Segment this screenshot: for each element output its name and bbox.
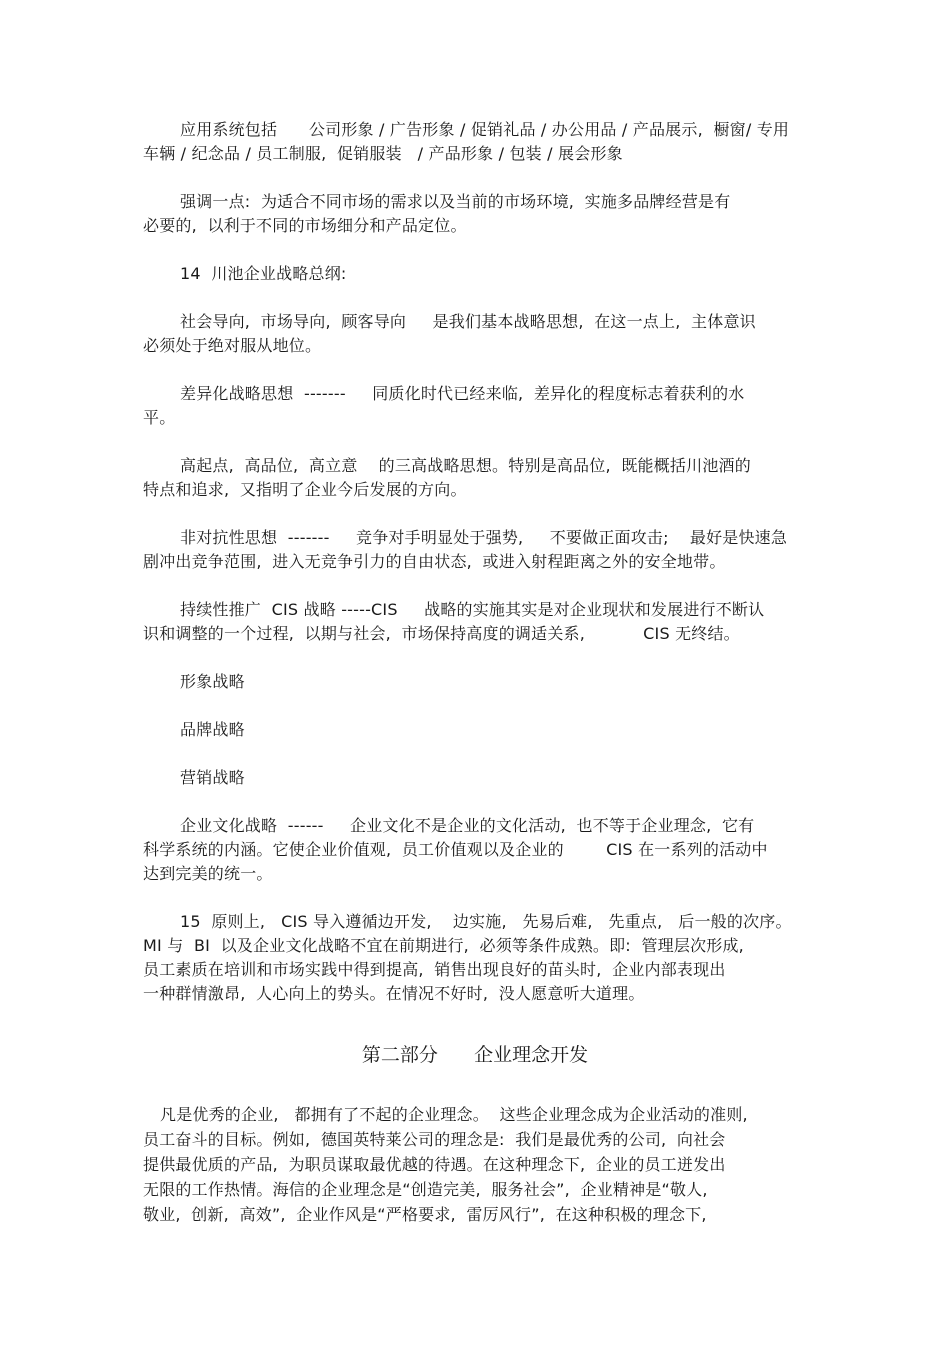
item-marketing-strategy: 营销战略 bbox=[180, 768, 245, 787]
paragraph-sustained-promotion-line-1: 持续性推广 CIS 战略 -----CIS 战略的实施其实是对企业现状和发展进行不断认 bbox=[180, 600, 765, 619]
item-brand-strategy: 品牌战略 bbox=[180, 720, 245, 739]
paragraph-sustained-promotion-line-2: 识和调整的一个过程, 以期与社会, 市场保持高度的调适关系, CIS 无终结。 bbox=[143, 624, 740, 643]
paragraph-non-confrontation-line-1: 非对抗性思想 ------- 竞争对手明显处于强势, 不要做正面攻击; 最好是快速急 bbox=[180, 528, 788, 547]
paragraph-differentiation-line-1: 差异化战略思想 ------- 同质化时代已经来临, 差异化的程度标志着获利的水 bbox=[180, 384, 745, 403]
paragraph-philosophy-line-2: 员工奋斗的目标。例如, 德国英特莱公司的理念是: 我们是最优秀的公司, 向社会 bbox=[143, 1130, 726, 1149]
paragraph-philosophy-line-5: 敬业, 创新, 高效”, 企业作风是“严格要求, 雷厉风行”, 在这种积极的理念下, bbox=[143, 1205, 707, 1224]
paragraph-non-confrontation-line-2: 剧冲出竞争范围, 进入无竞争引力的自由状态, 或进入射程距离之外的安全地带。 bbox=[143, 552, 726, 571]
paragraph-application-system-line-2: 车辆 / 纪念品 / 员工制服, 促销服装 / 产品形象 / 包装 / 展会形象 bbox=[143, 144, 623, 163]
paragraph-orientation-line-2: 必须处于绝对服从地位。 bbox=[143, 336, 322, 355]
paragraph-philosophy-line-4: 无限的工作热情。海信的企业理念是“创造完美, 服务社会”, 企业精神是“敬人, bbox=[143, 1180, 708, 1199]
paragraph-corporate-culture-line-2: 科学系统的内涵。它使企业价值观, 员工价值观以及企业的 CIS 在一系列的活动中 bbox=[143, 840, 768, 859]
paragraph-emphasis-line-1: 强调一点: 为适合不同市场的需求以及当前的市场环境, 实施多品牌经营是有 bbox=[180, 192, 731, 211]
paragraph-differentiation-line-2: 平。 bbox=[143, 408, 176, 427]
paragraph-corporate-culture-line-1: 企业文化战略 ------ 企业文化不是企业的文化活动, 也不等于企业理念, 它有 bbox=[180, 816, 755, 835]
paragraph-corporate-culture-line-3: 达到完美的统一。 bbox=[143, 864, 273, 883]
section-14-title: 14 川池企业战略总纲: bbox=[180, 264, 347, 283]
paragraph-principle-15-line-1: 15 原则上, CIS 导入遵循边开发, 边实施, 先易后难, 先重点, 后一般的次序。 bbox=[180, 912, 792, 931]
paragraph-principle-15-line-4: 一种群情激昂, 人心向上的势头。在情况不好时, 没人愿意听大道理。 bbox=[143, 984, 645, 1003]
paragraph-principle-15-line-2: MI 与 BI 以及企业文化战略不宜在前期进行, 必须等条件成熟。即: 管理层次形成, bbox=[143, 936, 744, 955]
paragraph-high-start-line-2: 特点和追求, 又指明了企业今后发展的方向。 bbox=[143, 480, 467, 499]
paragraph-philosophy-line-1: 凡是优秀的企业, 都拥有了不起的企业理念。 这些企业理念成为企业活动的准则, bbox=[160, 1105, 748, 1124]
paragraph-principle-15-line-3: 员工素质在培训和市场实践中得到提高, 销售出现良好的苗头时, 企业内部表现出 bbox=[143, 960, 726, 979]
item-image-strategy: 形象战略 bbox=[180, 672, 245, 691]
paragraph-application-system-line-1: 应用系统包括 公司形象 / 广告形象 / 促销礼品 / 办公用品 / 产品展示, 橱窗/ 专用 bbox=[180, 120, 790, 139]
paragraph-philosophy-line-3: 提供最优质的产品, 为职员谋取最优越的待遇。在这种理念下, 企业的员工迸发出 bbox=[143, 1155, 726, 1174]
paragraph-high-start-line-1: 高起点, 高品位, 高立意 的三高战略思想。特别是高品位, 既能概括川池酒的 bbox=[180, 456, 751, 475]
paragraph-orientation-line-1: 社会导向, 市场导向, 顾客导向 是我们基本战略思想, 在这一点上, 主体意识 bbox=[180, 312, 756, 331]
part-two-heading: 第二部分 企业理念开发 bbox=[361, 1044, 589, 1066]
paragraph-emphasis-line-2: 必要的, 以利于不同的市场细分和产品定位。 bbox=[143, 216, 467, 235]
